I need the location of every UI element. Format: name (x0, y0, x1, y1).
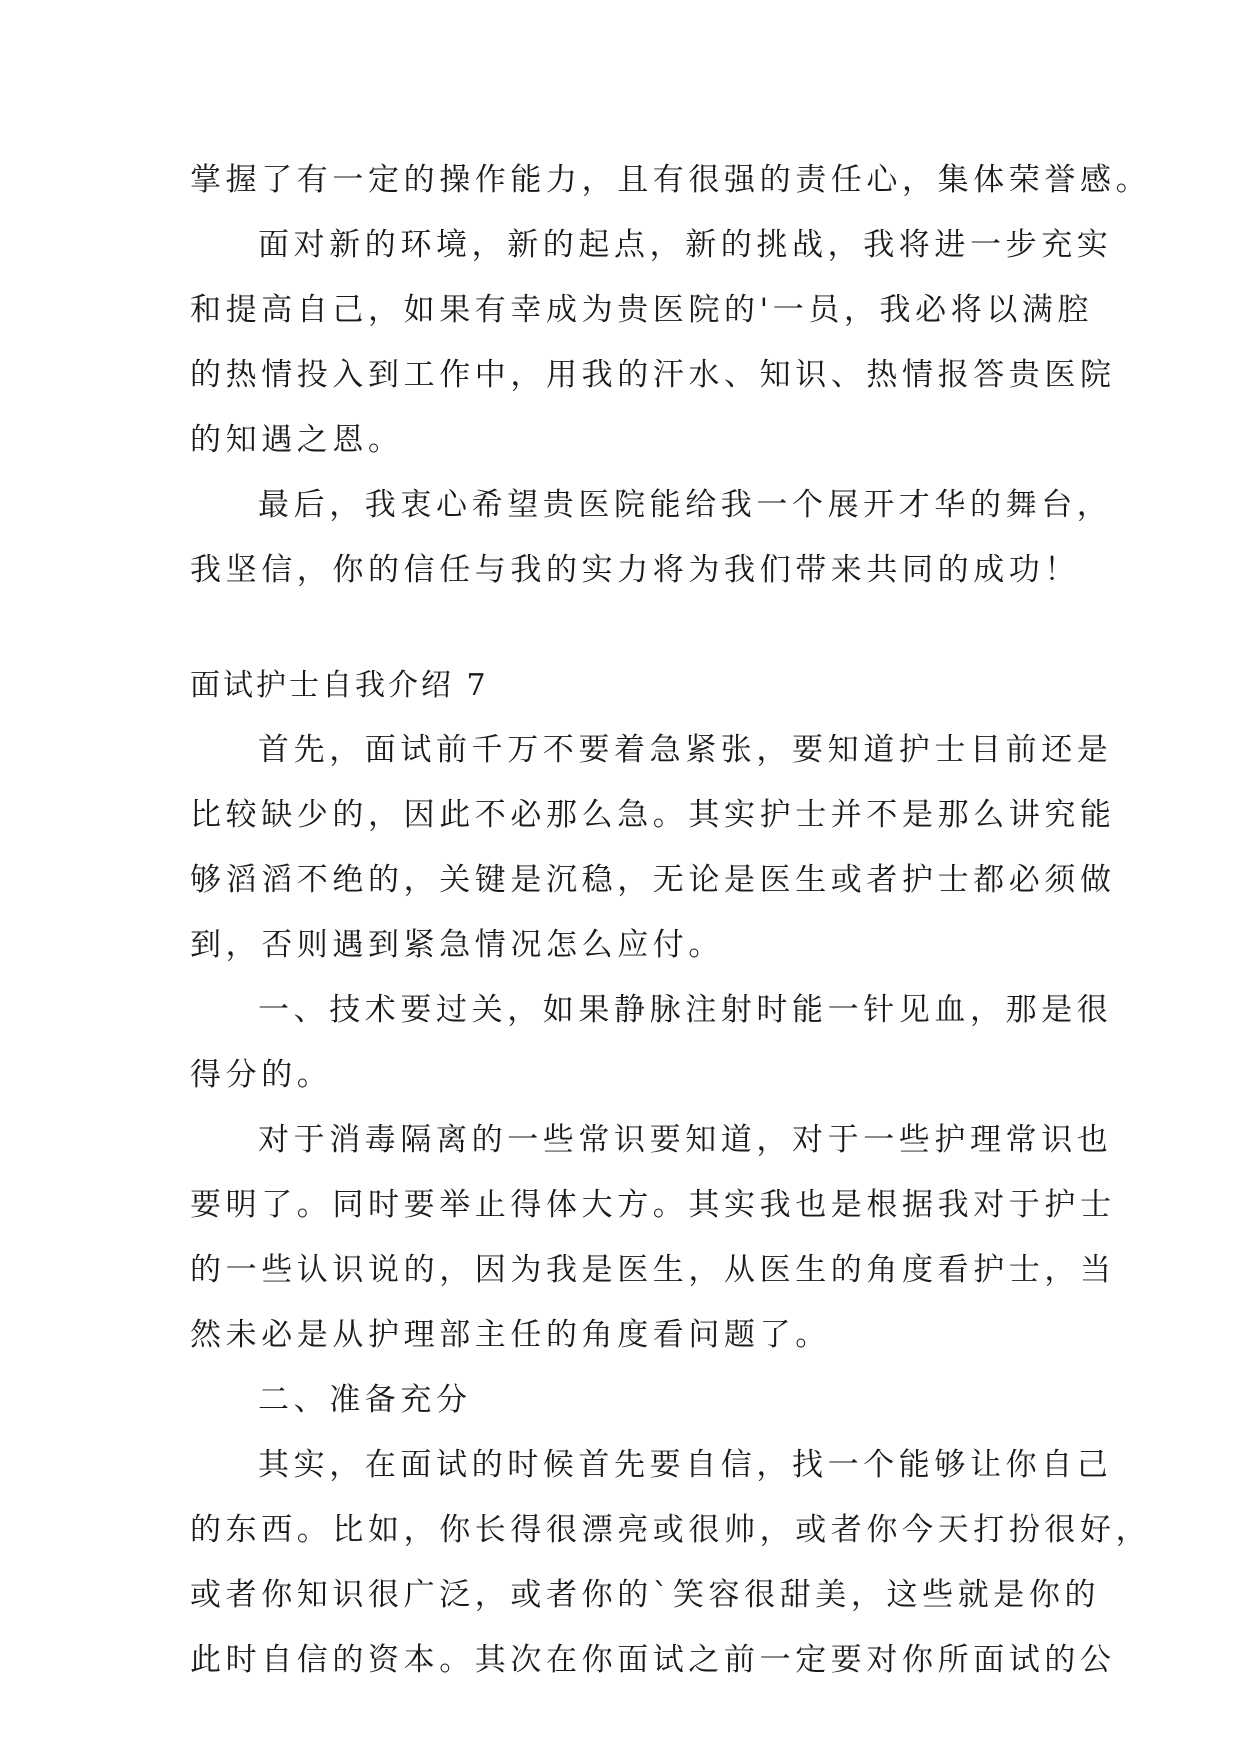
paragraph-line: 到，否则遇到紧急情况怎么应付。 (190, 927, 724, 963)
paragraph-line: 够滔滔不绝的，关键是沉稳，无论是医生或者护士都必须做 (190, 862, 1116, 898)
paragraph-line: 的热情投入到工作中，用我的汗水、知识、热情报答贵医院 (190, 357, 1116, 393)
paragraph-line: 和提高自己，如果有幸成为贵医院的'一员，我必将以满腔 (190, 292, 1094, 328)
paragraph-line: 的一些认识说的，因为我是医生，从医生的角度看护士，当 (190, 1252, 1116, 1288)
paragraph-line: 此时自信的资本。其次在你面试之前一定要对你所面试的公 (190, 1642, 1116, 1678)
document-page (190, 148, 1152, 1693)
paragraph-line: 首先，面试前千万不要着急紧张，要知道护士目前还是 (258, 732, 1113, 768)
paragraph-line: 二、准备充分 (258, 1382, 472, 1418)
paragraph-line: 掌握了有一定的操作能力，且有很强的责任心，集体荣誉感。 (190, 162, 1152, 198)
paragraph-line: 的知遇之恩。 (190, 422, 404, 458)
paragraph-line: 要明了。同时要举止得体大方。其实我也是根据我对于护士 (190, 1187, 1116, 1223)
paragraph-line: 其实，在面试的时候首先要自信，找一个能够让你自己 (258, 1447, 1113, 1483)
section-heading: 面试护士自我介绍 7 (190, 668, 489, 703)
paragraph-line: 一、技术要过关，如果静脉注射时能一针见血，那是很 (258, 992, 1113, 1028)
section-gap (190, 603, 1052, 653)
paragraph-line: 比较缺少的，因此不必那么急。其实护士并不是那么讲究能 (190, 797, 1116, 833)
paragraph-line: 对于消毒隔离的一些常识要知道，对于一些护理常识也 (258, 1122, 1113, 1158)
paragraph-line: 我坚信，你的信任与我的实力将为我们带来共同的成功！ (190, 552, 1080, 588)
paragraph-line: 最后，我衷心希望贵医院能给我一个展开才华的舞台， (258, 487, 1113, 523)
paragraph-line: 面对新的环境，新的起点，新的挑战，我将进一步充实 (258, 227, 1113, 263)
paragraph-line: 的东西。比如，你长得很漂亮或很帅，或者你今天打扮很好， (190, 1512, 1152, 1548)
paragraph-line: 然未必是从护理部主任的角度看问题了。 (190, 1317, 831, 1353)
paragraph-line: 得分的。 (190, 1057, 333, 1093)
paragraph-line: 或者你知识很广泛，或者你的`笑容很甜美，这些就是你的 (190, 1577, 1101, 1613)
